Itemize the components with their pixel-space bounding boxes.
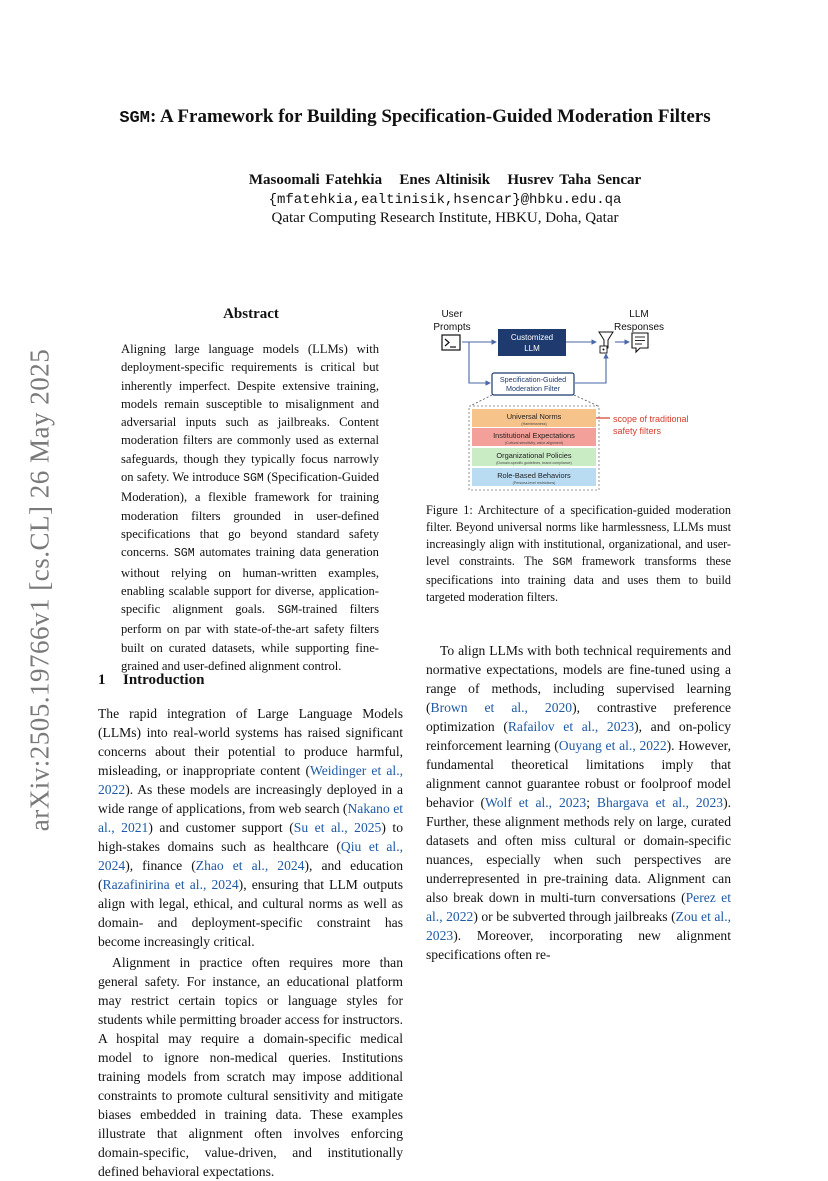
abstract-sgm-2: SGM (173, 547, 195, 561)
arxiv-side-stamp (20, 340, 60, 840)
author-block (60, 172, 828, 227)
intro-paragraph-1 (98, 704, 403, 951)
author-affiliation: Qatar Computing Research Institute, HBKU, Doha, Qatar (271, 210, 619, 226)
text-run: ), ensuring that LLM outputs align with legal, ethical, and cultural norms as well as domain- and deployment-specific constraint has become increasingly critical. (98, 877, 403, 949)
text-run: ; (586, 795, 597, 810)
intro-paragraph-3 (426, 641, 731, 964)
arrow-filter-to-gate (575, 354, 606, 383)
intro-column-left (98, 704, 403, 1181)
citation-link[interactable]: Perez et al., 2022 (426, 890, 731, 924)
layer-organizational-label: Organizational Policies (496, 451, 572, 460)
abstract-sgm-3: SGM (277, 604, 299, 618)
caption-text-2: framework transforms these specifications into training data and uses them to build targeted moderation filters. (426, 554, 731, 604)
text-run: ) and customer support ( (148, 820, 294, 835)
citation-link[interactable]: Zhao et al., 2024 (195, 858, 305, 873)
author-names: Masoomali Fatehkia Enes Altinisik Husrev Taha Sencar (248, 172, 642, 188)
citation-link[interactable]: Ouyang et al., 2022 (558, 738, 667, 753)
abstract-text-4: -trained filters perform on par with state-of-the-art safety filters built on curated datasets, while supporting fine-grained and user-defined alignment control. (121, 602, 379, 674)
filter-gate-icon (599, 332, 613, 353)
citation-link[interactable]: Nakano et al., 2021 (98, 801, 404, 835)
layer-organizational-sub: (Domain-specific guidelines, brand compliance) (496, 461, 572, 465)
citation-link[interactable]: Wolf et al., 2023 (485, 795, 587, 810)
section-number: 1 (98, 672, 106, 688)
chat-response-icon (632, 333, 648, 352)
text-run: ), and education ( (98, 858, 403, 892)
abstract-text-3: automates training data generation without relying on human-written examples, enabling scalable support for diverse, application-specific alignment goals. (121, 545, 379, 617)
dashed-connector-right (574, 395, 598, 406)
citation-link[interactable]: Su et al., 2025 (293, 820, 382, 835)
layer-role-based-label: Role-Based Behaviors (497, 471, 571, 480)
text-run: ), and on-policy reinforcement learning ( (426, 719, 732, 753)
abstract-text-2: (Specification-Guided Moderation), a flexible framework for training moderation filters grounded in user-defined specifications that go beyond standard safety concerns. (121, 470, 380, 560)
section-title: Introduction (123, 672, 205, 688)
sgm-filter-label-2: Moderation Filter (506, 384, 560, 393)
llm-responses-label-1: LLM (629, 309, 649, 320)
user-prompts-label-1: User (441, 309, 463, 320)
text-run: ), contrastive preference optimization ( (426, 700, 731, 734)
caption-sgm: SGM (552, 557, 573, 569)
citation-link[interactable]: Weidinger et al., 2022 (98, 763, 403, 797)
text-run: ). Moreover, incorporating new alignment specifications often re- (426, 928, 731, 962)
customized-llm-label-1: Customized (510, 333, 554, 342)
citation-link[interactable]: Rafailov et al., 2023 (507, 719, 635, 734)
layer-universal-norms-label: Universal Norms (506, 412, 562, 421)
arrow-prompt-to-filter (469, 342, 490, 383)
customized-llm-label-2: LLM (524, 344, 540, 353)
text-run: ). As these models are increasingly deployed in a wide range of applications, from web search ( (98, 782, 403, 816)
sgm-filter-label-1: Specification-Guided (499, 375, 567, 384)
intro-column-right (426, 641, 731, 964)
title-rest: : A Framework for Building Specification-Guided Moderation Filters (149, 106, 711, 127)
dashed-connector-left (470, 395, 492, 406)
paper-title (60, 106, 770, 128)
arxiv-identifier: arXiv:2505.19766v1 [cs.CL] 26 May 2025 (24, 348, 55, 832)
citation-link[interactable]: Bhargava et al., 2023 (596, 795, 724, 810)
layer-institutional-label: Institutional Expectations (493, 431, 575, 440)
abstract-heading: Abstract (223, 306, 279, 322)
abstract-text-1: Aligning large language models (LLMs) with deployment-specific requirements is critical but inherently imperfect. Despite extensive training, models remain susceptible to misalignment and adversarial inputs such as jailbreaks. Content moderation filters are commonly used as external safeguards, though they typically focus narrowly on safety. We introduce (121, 342, 379, 485)
abstract-body (121, 340, 379, 675)
text-run: ). Further, these alignment methods rely on large, curated datasets and often miss cultural or domain-specific nuances, especially when such perspectives are underrepresented in pre-training data. Alignment can also break down in multi-turn conversations ( (426, 795, 731, 905)
caption-text-1: Figure 1: Architecture of a specification-guided moderation filter. Beyond universal norms like harmlessness, LLMs must increasingly align with institutional, organizational, and user-level constraints. The (426, 503, 731, 568)
terminal-icon (442, 335, 460, 350)
intro-paragraph-2: Alignment in practice often requires more than general safety. For instance, an educational platform may restrict certain topics or language styles for students while permitting broader access for instructors. A hospital may require a domain-specific medical model to ignore non-medical queries. Institutions training models from scratch may impose additional constraints to promote cultural sensitivity and mitigate biases embedded in training data. These examples illustrate that alignment often involves enforcing domain-specific, value-driven, and institutionally defined behavioral expectations. (98, 955, 403, 1179)
figure-1-diagram (420, 302, 730, 502)
scope-note-line-1: scope of traditional (613, 414, 689, 424)
section-heading-introduction (98, 672, 204, 689)
text-run: ), finance ( (125, 858, 196, 873)
layer-role-based-sub: (Persona-level restrictions) (512, 481, 556, 485)
citation-link[interactable]: Zou et al., 2023 (426, 909, 731, 943)
layer-universal-norms-sub: (Harmlessness) (521, 422, 547, 426)
layer-institutional-sub: (Cultural sensitivity, value alignment) (504, 441, 564, 445)
user-prompts-label-2: Prompts (433, 322, 471, 333)
citation-link[interactable]: Razafinirina et al., 2024 (102, 877, 239, 892)
title-acronym: SGM (119, 109, 150, 128)
author-emails[interactable]: {mfatehkia,ealtinisik,hsencar}@hbku.edu.qa (268, 192, 622, 208)
text-run: ) or be subverted through jailbreaks ( (473, 909, 676, 924)
text-run: The rapid integration of Large Language Models (LLMs) into real-world systems has raised significant concerns about their potential to produce harmful, misleading, or inappropriate content ( (98, 706, 403, 778)
citation-link[interactable]: Qiu et al., 2024 (98, 839, 403, 873)
text-run: ) to high-stakes domains such as healthcare ( (98, 820, 403, 854)
citation-link[interactable]: Brown et al., 2020 (430, 700, 573, 715)
llm-responses-label-2: Responses (613, 322, 665, 333)
abstract-sgm-1: SGM (243, 472, 264, 486)
figure-1-caption (426, 502, 731, 606)
scope-note-line-2: safety filters (613, 426, 662, 436)
text-run: ). However, fundamental theoretical limitations imply that alignment cannot guarantee robust or foolproof model behavior ( (426, 738, 731, 810)
text-run: To align LLMs with both technical requirements and normative expectations, models are fine-tuned using a range of methods, including supervised learning ( (426, 643, 731, 715)
